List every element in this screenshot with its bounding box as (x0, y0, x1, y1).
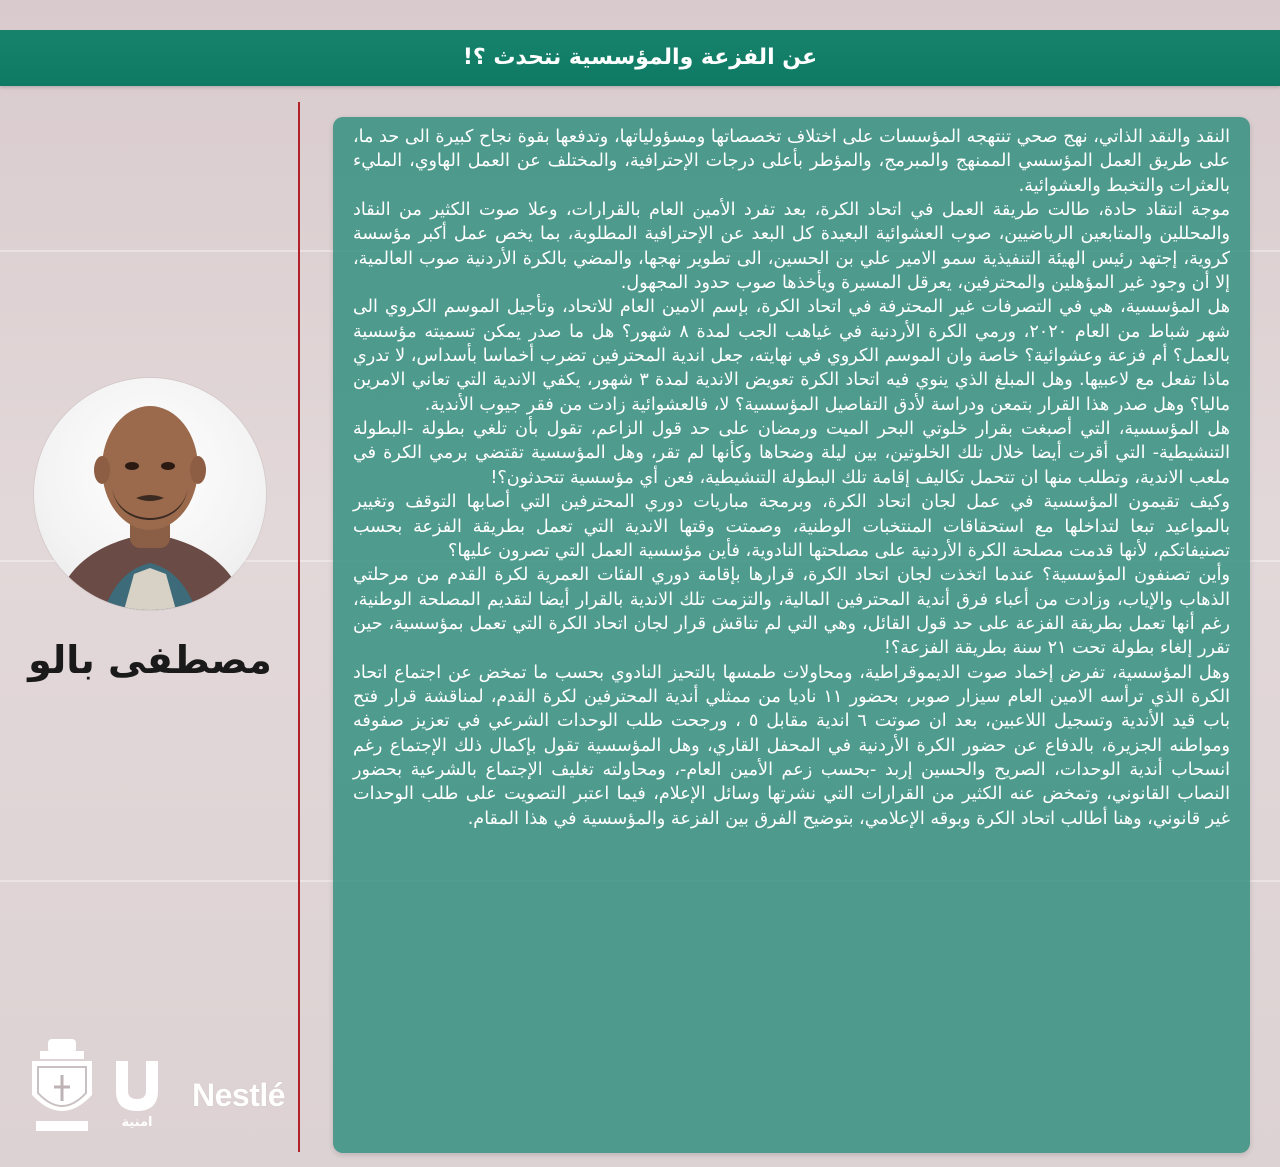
article-paragraph: موجة انتقاد حادة، طالت طريقة العمل في اتحاد الكرة، بعد تفرد الأمين العام بالقرارات، وعلا صوت الكثير من النقاد والمحللين والمتابعين الرياضيين، صوب العشوائية البعيدة كل البعد عن الإحترافية المطلوبة، بما يخص عمل أكبر مؤسسة كروية، إجتهد رئيس الهيئة التنفيذية سمو الامير علي بن الحسين، الى تطوير نهجها، والمضي بالكرة الأردنية صوب العالمية، إلا أن وجود غير المؤهلين والمحترفين، يعرقل المسيرة ويأخذها صوب حدود المجهول. (353, 200, 1230, 294)
umniah-logo (114, 1061, 160, 1113)
umniah-label: امنية (121, 1115, 153, 1130)
header-bar (0, 30, 1280, 86)
article-panel (333, 117, 1250, 1153)
article-paragraph: وكيف تقيمون المؤسسية في عمل لجان اتحاد الكرة، وبرمجة مباريات دوري المحترفين التي أصابها التوقف وتغيير بالمواعيد تبعا لتداخلها مع استحقاقات المنتخبات الوطنية، وصمتت وقتها الاندية التي تعمل بطريقة الفزعة بحسب تصنيفاتكم، لأنها قدمت مصلحة الكرة الأردنية على مصلحتها النادوية، فأين مؤسسية العمل التي تصرون عليها؟ (353, 492, 1230, 561)
article-body (353, 125, 1230, 831)
article-paragraph: هل المؤسسية، هي في التصرفات غير المحترفة في اتحاد الكرة، بإسم الامين العام للاتحاد، وتأجيل الموسم الكروي الى شهر شباط من العام ٢٠٢٠، ورمي الكرة الأردنية في غياهب الجب لمدة ٨ شهور؟ هل ما صدر يمكن تسميته مؤسسية بالعمل؟ أم فزعة وعشوائية؟ خاصة وان الموسم الكروي في نهايته، جعل اندية المحترفين تضرب أخماسا بأسداس، لا تدري ماذا تفعل مع لاعبيها. وهل المبلغ الذي ينوي فيه اتحاد الكرة تعويض الاندية لمدة ٣ شهور، يكفي الاندية التي تعاني الامرين ماليا؟ وهل صدر هذا القرار بتمعن ودراسة لأدق التفاصيل المؤسسية؟ لا، فالعشوائية زادت من فقر جيوب الأندية. (353, 297, 1230, 415)
article-paragraph: وهل المؤسسية، تفرض إخماد صوت الديموقراطية، ومحاولات طمسها بالتحيز النادوي بحسب ما تمخض عن اجتماع اتحاد الكرة الذي ترأسه الامين العام سيزار صوبر، بحضور ١١ ناديا من ممثلي أندية المحترفين لكرة القدم، لمناقشة قرار فتح باب قيد الأندية وتسجيل اللاعبين، بعد ان صوتت ٦ اندية مقابل ٥ ، ورجحت طلب الوحدات الشرعي في تعزيز صفوفه ومواطنه الجزيرة، بالدفاع عن حضور الكرة الأردنية في المحفل القاري، وهل المؤسسية تقول بإكمال ذلك الإجتماع رغم انسحاب أندية الوحدات، الصريح والحسين إربد -بحسب زعم الأمين العام-، ومحاولته تغليف الإجتماع بالشرعية بحضور النصاب القانوني، وتمخض عنه الكثير من القرارات التي نشرتها وسائل الإعلام، فيما اعتبر التصويت على طلب الوحدات غير قانوني، وهنا أطالب اتحاد الكرة وبوقه الإعلامي، بتوضيح الفرق بين الفزعة والمؤسسية في هذا المقام. (353, 662, 1231, 829)
author-photo (34, 378, 266, 610)
sponsor-logos (22, 1035, 286, 1135)
article-paragraph: النقد والنقد الذاتي، نهج صحي تنتهجه المؤسسات على اختلاف تخصصاتها ومسؤولياتها، وتدفعها بقوة نجاح كبيرة الى حد ما، على طريق العمل المؤسسي الممنهج والمبرمج، والمؤطر بأعلى درجات الإحترافية، والمختلف عن العمل الهاوي، المليء بالعثرات والتخبط والعشوائية. (353, 127, 1230, 196)
page-title: عن الفزعة والمؤسسية نتحدث ؟! (462, 45, 818, 70)
vertical-divider (298, 102, 300, 1152)
article-paragraph: هل المؤسسية، التي أصبغت بقرار خلوتي البحر الميت ورمضان على حد قول الزاعم، تقول بأن تلغي بطولة -البطولة التنشيطية- التي أقرت أيضا خلال تلك الخلوتين، بين ليلة وضحاها وكأنها لم تقر، وهل المؤسسية تقتضي برمي الكرة في ملعب الاندية، وتطلب منها ان تتحمل تكاليف إقامة تلك البطولة التنشيطية، فعن أي مؤسسية تتحدثون؟! (353, 419, 1230, 488)
nestle-logo: Nestlé (192, 1077, 286, 1113)
school-crest-logo (22, 1035, 102, 1135)
article-paragraph: وأين تصنفون المؤسسية؟ عندما اتخذت لجان اتحاد الكرة، قرارها بإقامة دوري الفئات العمرية لكرة القدم من مرحلتي الذهاب والإياب، وزادت من أعباء فرق أندية المحترفين المالية، والتزمت تلك الاندية بالقرار أيضا لتقديم المصلحة الوطنية، رغم أنها تعمل بطريقة الفزعة على حد قول القائل، وهي التي لم تناقش قرار لجان اتحاد الكرة التي تعمل بمؤسسية، حين تقرر إلغاء بطولة تحت ٢١ سنة بطريقة الفزعة؟! (353, 565, 1230, 659)
author-name: مصطفى بالو (28, 638, 272, 682)
author-portrait-image (34, 378, 266, 610)
